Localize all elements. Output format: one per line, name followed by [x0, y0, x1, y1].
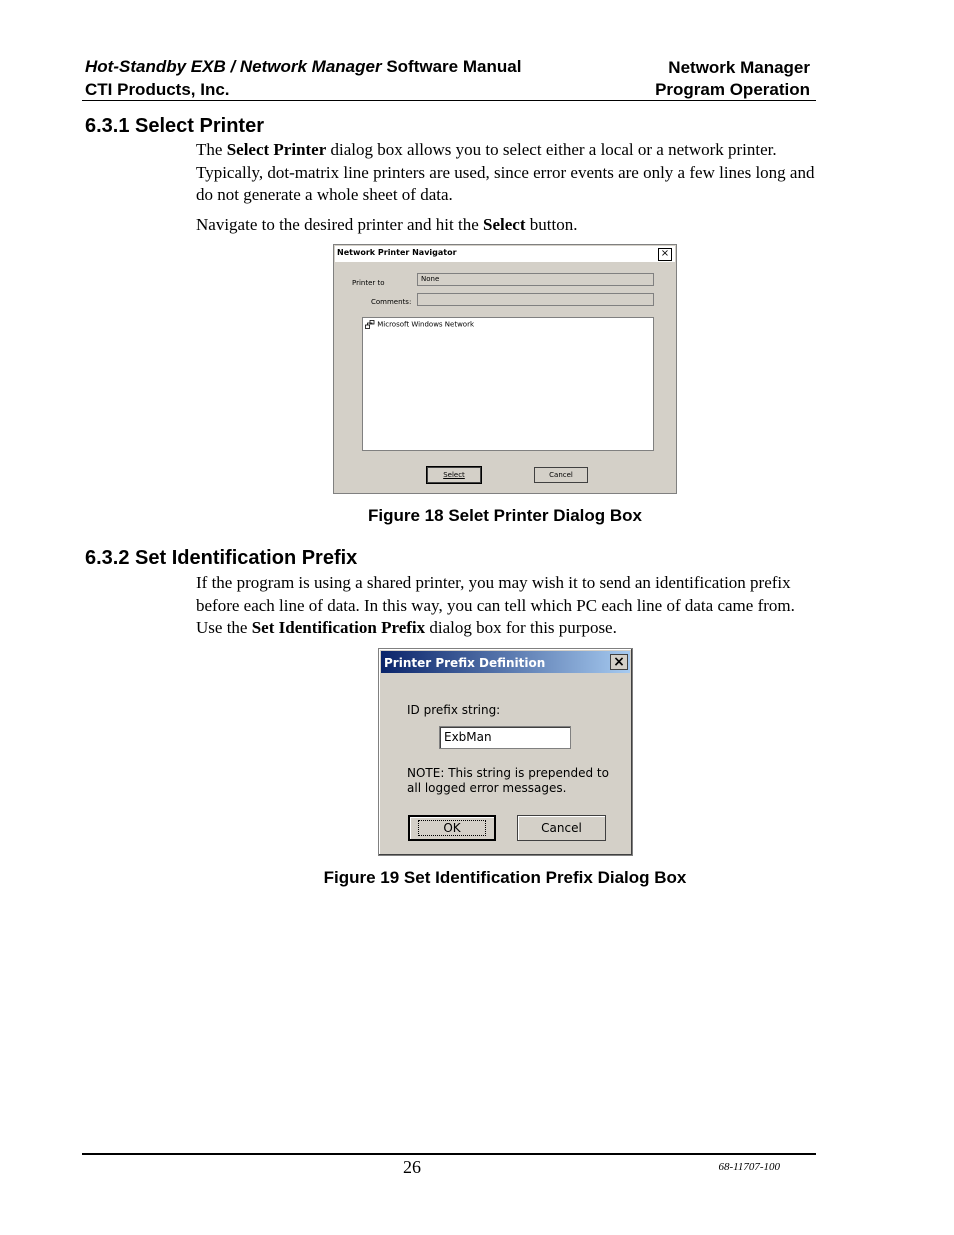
para-text: dialog box for this purpose.: [425, 618, 617, 637]
network-icon: [365, 320, 375, 329]
figure-caption-18: Figure 18 Selet Printer Dialog Box: [368, 506, 642, 525]
id-prefix-input[interactable]: ExbMan: [439, 726, 571, 749]
header-title-italic: Hot-Standby EXB / Network Manager: [85, 57, 382, 76]
figure-caption-19: Figure 19 Set Identification Prefix Dialog Box: [323, 868, 687, 887]
paragraph-select-printer: [196, 139, 816, 207]
note-text: NOTE: This string is prepended to all logged error messages.: [407, 766, 609, 795]
footer-rule: [82, 1153, 816, 1155]
printer-to-label: Printer to: [352, 279, 385, 287]
dialog-titlebar: [381, 651, 630, 673]
para-text: If the program is using a shared printer, you may wish it to send an identification prefix before each line of data. In this way, you can tell which PC each line of data came from. Use the: [196, 573, 795, 637]
printer-tree[interactable]: [362, 317, 654, 451]
ok-button-label: OK: [418, 820, 485, 836]
header-rule: [82, 100, 816, 101]
select-button[interactable]: [427, 467, 481, 483]
section-heading-select-printer: 6.3.1 Select Printer: [85, 115, 264, 137]
dialog-title: Printer Prefix Definition: [384, 656, 546, 670]
id-prefix-label: ID prefix string:: [407, 703, 501, 717]
paragraph-navigate: [196, 214, 816, 237]
paragraph-identification-prefix: [196, 572, 816, 640]
header-section: Network Manager: [668, 58, 810, 77]
para-text: dialog box allows you to select either a local or a network printer. Typically, dot-matrix line printers are used, since error events are only a few lines long and do not generate a whole sheet of data.: [196, 140, 815, 204]
cancel-button-label: Cancel: [549, 471, 573, 479]
section-heading-set-identification-prefix: 6.3.2 Set Identification Prefix: [85, 547, 358, 569]
cancel-button[interactable]: [517, 815, 606, 841]
para-bold: Set Identification Prefix: [251, 618, 426, 637]
header-subsection: Program Operation: [655, 80, 810, 99]
cancel-button-label: Cancel: [541, 821, 582, 835]
close-icon[interactable]: ×: [658, 248, 672, 261]
para-text: Navigate to the desired printer and hit the: [196, 215, 484, 234]
printer-prefix-definition-dialog: [378, 648, 633, 856]
dialog-titlebar: [335, 246, 675, 262]
para-text: button.: [525, 215, 578, 234]
cancel-button[interactable]: [534, 467, 588, 483]
printer-to-field: None: [417, 273, 654, 286]
dialog-title: Network Printer Navigator: [337, 248, 457, 257]
close-icon[interactable]: ×: [610, 654, 628, 670]
document-number: 68-11707-100: [718, 1161, 780, 1173]
network-printer-navigator-dialog: [333, 244, 677, 494]
para-bold: Select: [483, 215, 526, 234]
ok-button[interactable]: [408, 815, 496, 841]
page-number: 26: [403, 1157, 421, 1177]
header-title: [85, 57, 521, 77]
tree-item-microsoft-windows-network[interactable]: [365, 320, 474, 329]
header-company: CTI Products, Inc.: [85, 80, 230, 99]
comments-label: Comments:: [371, 298, 412, 306]
tree-item-label: Microsoft Windows Network: [377, 320, 475, 329]
header-title-rest: Software Manual: [381, 57, 522, 76]
comments-field: [417, 293, 654, 306]
para-bold: Select Printer: [226, 140, 327, 159]
select-button-label: Select: [443, 471, 465, 479]
para-text: The: [196, 140, 227, 159]
